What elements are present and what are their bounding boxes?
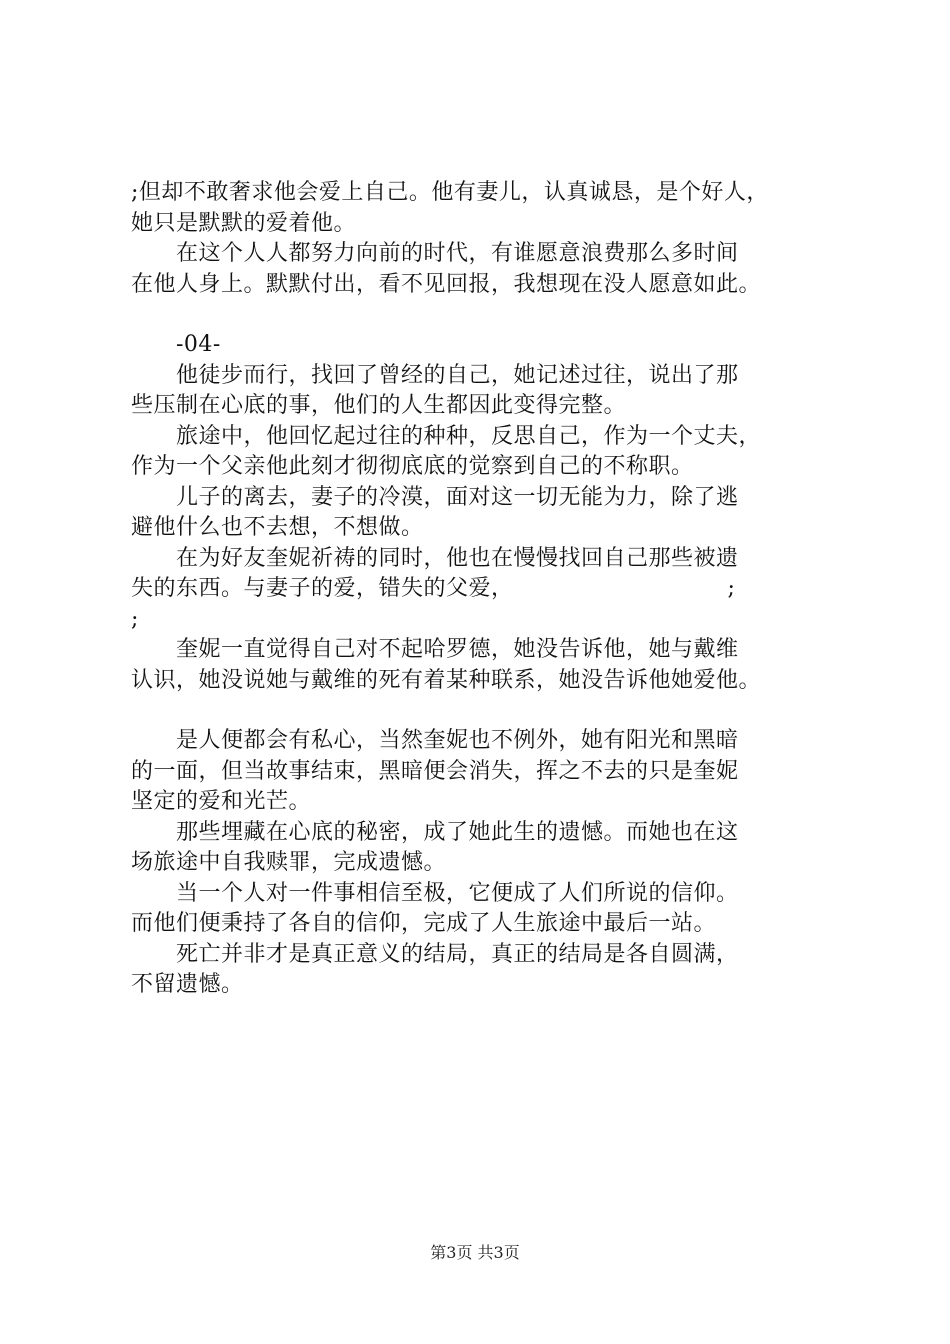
text-line: 的一面，但当故事结束，黑暗便会消失，挥之不去的只是奎妮: [131, 758, 739, 784]
text-line: 在这个人人都努力向前的时代，有谁愿意浪费那么多时间: [131, 241, 739, 266]
page-number-footer: 第3页 共3页: [430, 1243, 520, 1262]
text-line: 儿子的离去，妻子的冷漠，面对这一切无能为力，除了逃: [131, 484, 739, 510]
paragraph-gap: [131, 300, 841, 330]
text-line: 认识，她没说她与戴维的死有着某种联系，她没告诉他她爱他。: [131, 667, 762, 693]
paragraph-gap: [131, 696, 841, 726]
text-line: 他徒步而行，找回了曾经的自己，她记述过往，说出了那: [131, 362, 739, 388]
text-line: 失的东西。与妻子的爱，错失的父爱， ;: [131, 576, 736, 601]
text-line: 死亡并非才是真正意义的结局，真正的结局是各自圆满，: [131, 941, 739, 967]
text-line: 作为一个父亲他此刻才彻彻底底的觉察到自己的不称职。: [131, 454, 694, 479]
text-line: ;: [131, 606, 139, 632]
text-line: 在为好友奎妮祈祷的同时，他也在慢慢找回自己那些被遗: [131, 545, 739, 571]
text-line: 是人便都会有私心，当然奎妮也不例外，她有阳光和黑暗: [131, 728, 739, 753]
document-body: [131, 178, 841, 1001]
text-line: 而他们便秉持了各自的信仰，完成了人生旅途中最后一站。: [131, 911, 717, 936]
section-marker: -04-: [131, 332, 221, 357]
text-line: 在他人身上。默默付出，看不见回报，我想现在没人愿意如此。: [131, 271, 762, 297]
text-line: 旅途中，他回忆起过往的种种，反思自己，作为一个丈夫，: [131, 423, 762, 449]
text-line: 场旅途中自我赎罪，完成遗憾。: [131, 850, 447, 875]
text-line: 避他什么也不去想，不想做。: [131, 515, 424, 540]
text-line: 那些埋藏在心底的秘密，成了她此生的遗憾。而她也在这: [131, 819, 739, 845]
text-line: 她只是默默的爱着他。: [131, 210, 357, 236]
text-line: 当一个人对一件事相信至极，它便成了人们所说的信仰。: [131, 880, 739, 906]
text-line: 些压制在心底的事，他们的人生都因此变得完整。: [131, 393, 627, 418]
text-line: 不留遗憾。: [131, 972, 244, 997]
text-line: 奎妮一直觉得自己对不起哈罗德，她没告诉他，她与戴维: [131, 637, 739, 662]
text-line: 坚定的爱和光芒。: [131, 789, 312, 814]
text-line: ;但却不敢奢求他会爱上自己。他有妻儿，认真诚恳，是个好人，: [131, 180, 769, 205]
